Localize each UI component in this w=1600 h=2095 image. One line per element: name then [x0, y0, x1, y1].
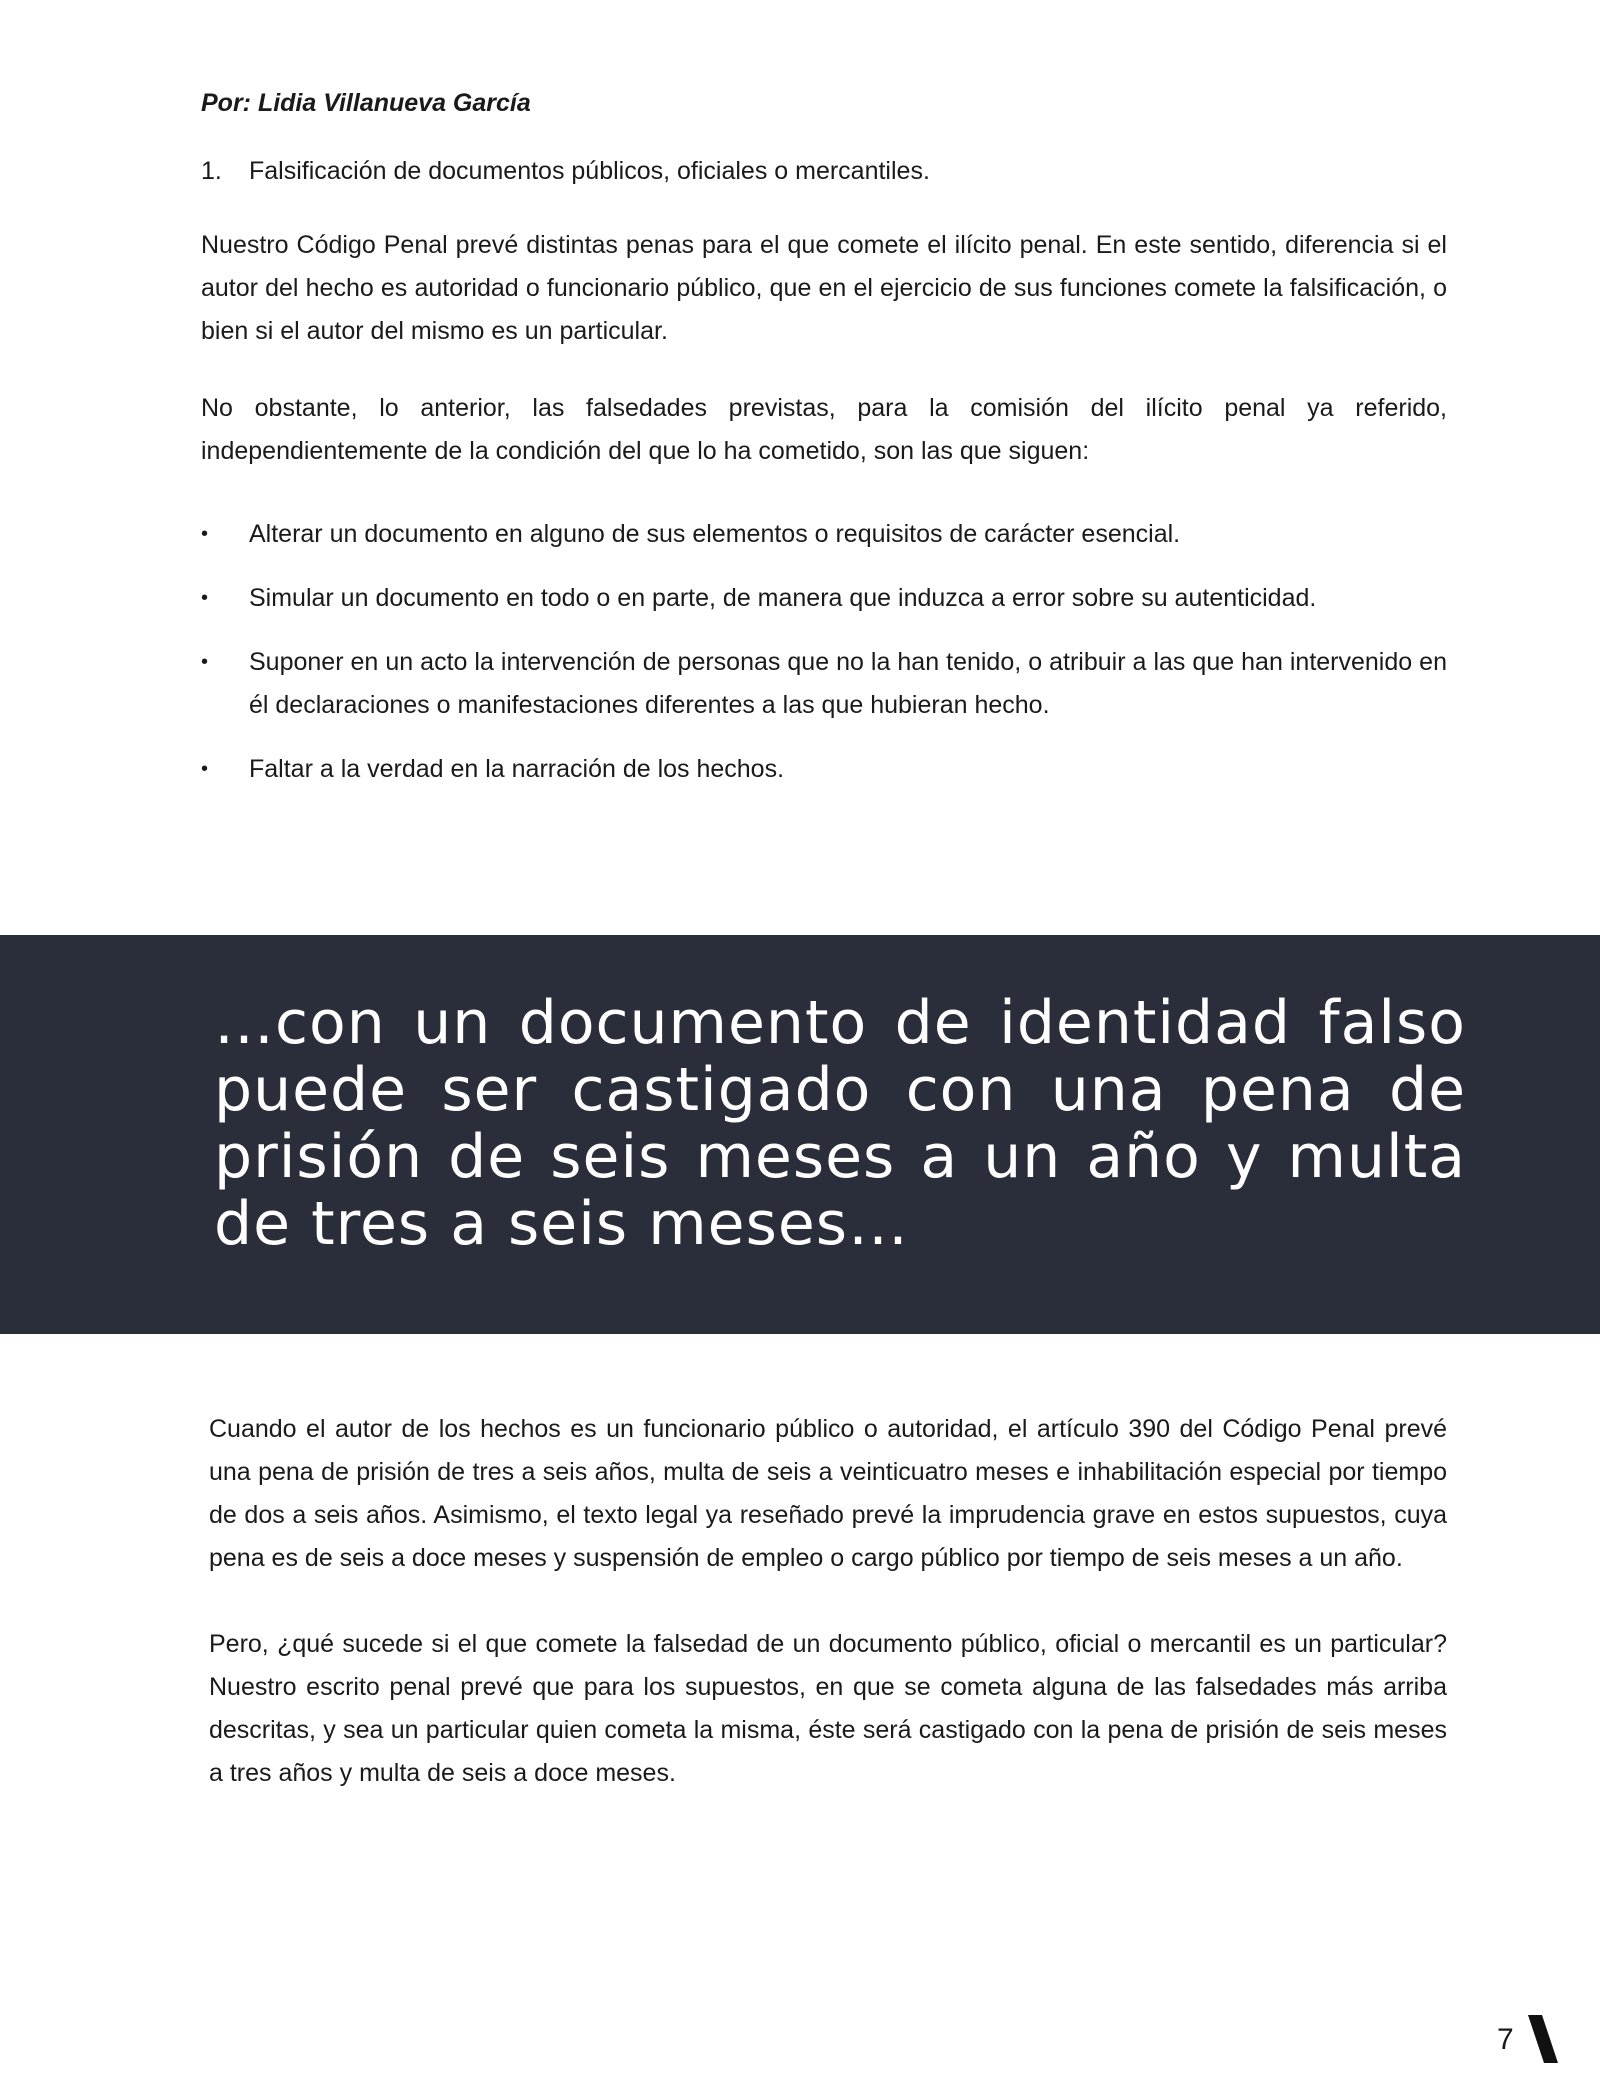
body-paragraph-2: Pero, ¿qué sucede si el que comete la falsedad de un documento público, oficial o mercantil es un particular? Nuestro escrito penal prevé que para los supuestos, en que se cometa alguna de las falsedades más arriba descritas, y sea un particular quien cometa la misma, éste será castigado con la pena de prisión de seis meses a tres años y multa de seis a doce meses.: [209, 1630, 1447, 1787]
pull-quote: …con un documento de identidad falso puede ser castigado con una pena de prisión de seis meses a un año y multa de tres a seis meses…: [214, 988, 1466, 1259]
list-item-text: Faltar a la verdad en la narración de los hechos.: [249, 755, 785, 783]
list-item-text: Alterar un documento en alguno de sus elementos o requisitos de carácter esencial.: [249, 520, 1181, 548]
page-number: 7: [1497, 2023, 1514, 2056]
bullet-icon: •: [201, 587, 209, 609]
bullet-icon: •: [201, 651, 209, 673]
section-heading: [201, 152, 1447, 190]
section-title: Falsificación de documentos públicos, oficiales o mercantiles.: [249, 157, 930, 185]
list-item: [201, 641, 1447, 727]
falsedades-list: [201, 513, 1447, 791]
list-item: [201, 513, 1447, 556]
list-item: [201, 748, 1447, 791]
intro-paragraph-2: No obstante, lo anterior, las falsedades previstas, para la comisión del ilícito penal ya referido, independientemente de la condición del que lo ha cometido, son las que siguen:: [201, 394, 1447, 465]
list-item-text: Suponer en un acto la intervención de personas que no la han tenido, o atribuir a las que han intervenido en él declaraciones o manifestaciones diferentes a las que hubieran hecho.: [249, 648, 1447, 719]
list-item-text: Simular un documento en todo o en parte, de manera que induzca a error sobre su autenticidad.: [249, 584, 1317, 612]
body-paragraph-1: Cuando el autor de los hechos es un funcionario público o autoridad, el artículo 390 del Código Penal prevé una pena de prisión de tres a seis años, multa de seis a veinticuatro meses e inhabilitación especial por tiempo de dos a seis años. Asimismo, el texto legal ya reseñado prevé la imprudencia grave en estos supuestos, cuya pena es de seis a doce meses y suspensión de empleo o cargo público por tiempo de seis meses a un año.: [209, 1415, 1447, 1572]
section-number: 1.: [201, 157, 222, 185]
article-top-section: [201, 84, 1447, 812]
pull-quote-band: [0, 935, 1600, 1334]
author-byline: Por: Lidia Villanueva García: [201, 89, 531, 117]
slash-logo-icon: [1528, 2015, 1558, 2063]
bullet-icon: •: [201, 758, 209, 780]
article-bottom-section: [209, 1408, 1447, 1838]
intro-paragraph-1: Nuestro Código Penal prevé distintas penas para el que comete el ilícito penal. En este sentido, diferencia si el autor del hecho es autoridad o funcionario público, que en el ejercicio de sus funciones comete la falsificación, o bien si el autor del mismo es un particular.: [201, 231, 1447, 345]
list-item: [201, 577, 1447, 620]
bullet-icon: •: [201, 523, 209, 545]
